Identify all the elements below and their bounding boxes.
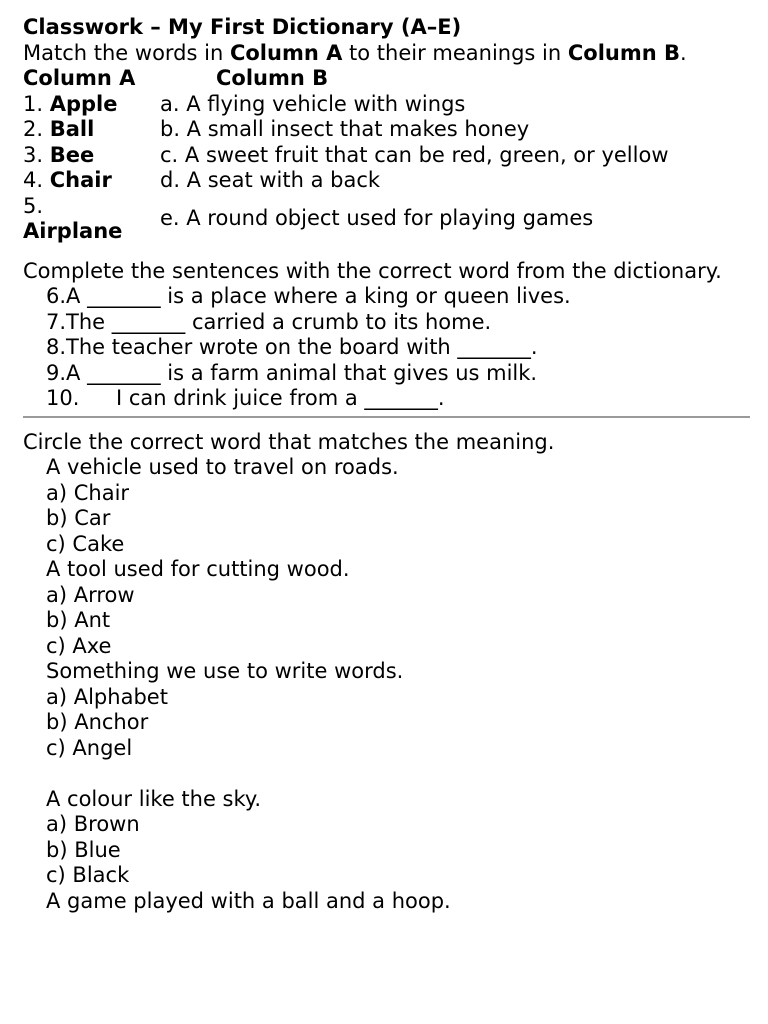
column-b-meaning: a. A flying vehicle with wings — [160, 91, 466, 116]
column-a-word: 3. Bee — [23, 142, 95, 167]
section-divider — [23, 416, 750, 418]
mcq-option[interactable]: b) Car — [46, 506, 111, 530]
table-row — [23, 143, 744, 169]
sentence-text: I can drink juice from a _______. — [116, 386, 445, 410]
mcq-question — [23, 889, 744, 915]
table-row — [23, 194, 744, 245]
mcq-option[interactable]: a) Brown — [46, 812, 140, 836]
mcq-option[interactable]: b) Anchor — [46, 710, 149, 734]
sentence-number: 10. — [46, 386, 80, 410]
column-b-meaning: e. A round object used for playing games — [160, 206, 594, 231]
mcq-question — [23, 659, 744, 761]
mcq-option[interactable]: c) Axe — [46, 633, 112, 658]
mcq-option[interactable]: c) Black — [46, 863, 130, 887]
column-b-meaning: d. A seat with a back — [160, 168, 381, 192]
column-a-word: 2. Ball — [23, 117, 95, 141]
column-a-word: 4. Chair — [23, 168, 112, 192]
mcq-option[interactable]: c) Angel — [46, 735, 133, 760]
table-row — [23, 92, 744, 118]
table-row — [23, 117, 744, 143]
circle-instructions: Circle the correct word that matches the meaning. — [23, 429, 555, 454]
match-instructions: Match the words in Column A to their meanings in Column B. — [23, 40, 687, 65]
sentence-item: 6.A _______ is a place where a king or queen lives. — [46, 284, 571, 308]
mcq-option[interactable]: c) Cake — [46, 531, 125, 556]
spacer — [23, 761, 744, 787]
mcq-question — [23, 557, 744, 659]
column-a-word: 1. Apple — [23, 91, 118, 116]
column-a-header: Column A — [23, 66, 136, 90]
mcq-option[interactable]: b) Ant — [46, 608, 111, 632]
mcq-prompt: A colour like the sky. — [46, 786, 262, 811]
column-b-meaning: b. A small insect that makes honey — [160, 117, 530, 141]
mcq-option[interactable]: a) Chair — [46, 480, 130, 505]
mcq-question — [23, 455, 744, 557]
matching-table — [23, 66, 744, 245]
column-a-word: 5. Airplane — [23, 193, 123, 243]
mcq-prompt: A vehicle used to travel on roads. — [46, 455, 399, 479]
mcq-option[interactable]: a) Arrow — [46, 582, 135, 607]
complete-sentences-instructions: Complete the sentences with the correct word from the dictionary. — [23, 258, 722, 283]
sentence-item: 9.A _______ is a farm animal that gives us milk. — [46, 360, 538, 385]
mcq-option[interactable]: a) Alphabet — [46, 684, 168, 709]
sentence-item: 8.The teacher wrote on the board with _______. — [46, 335, 538, 359]
column-b-header: Column B — [216, 66, 329, 90]
matching-table-header — [23, 66, 744, 92]
mcq-question — [23, 787, 744, 889]
sentence-item — [23, 386, 744, 412]
mcq-option[interactable]: b) Blue — [46, 837, 121, 862]
worksheet-title: Classwork – My First Dictionary (A–E) — [23, 15, 462, 39]
sentence-item: 7.The _______ carried a crumb to its home. — [46, 309, 492, 334]
spacer — [23, 245, 744, 259]
mcq-prompt: Something we use to write words. — [46, 659, 404, 683]
mcq-prompt: A tool used for cutting wood. — [46, 557, 350, 581]
column-b-meaning: c. A sweet fruit that can be red, green, or yellow — [160, 142, 669, 167]
mcq-prompt: A game played with a ball and a hoop. — [46, 888, 451, 913]
table-row — [23, 168, 744, 194]
